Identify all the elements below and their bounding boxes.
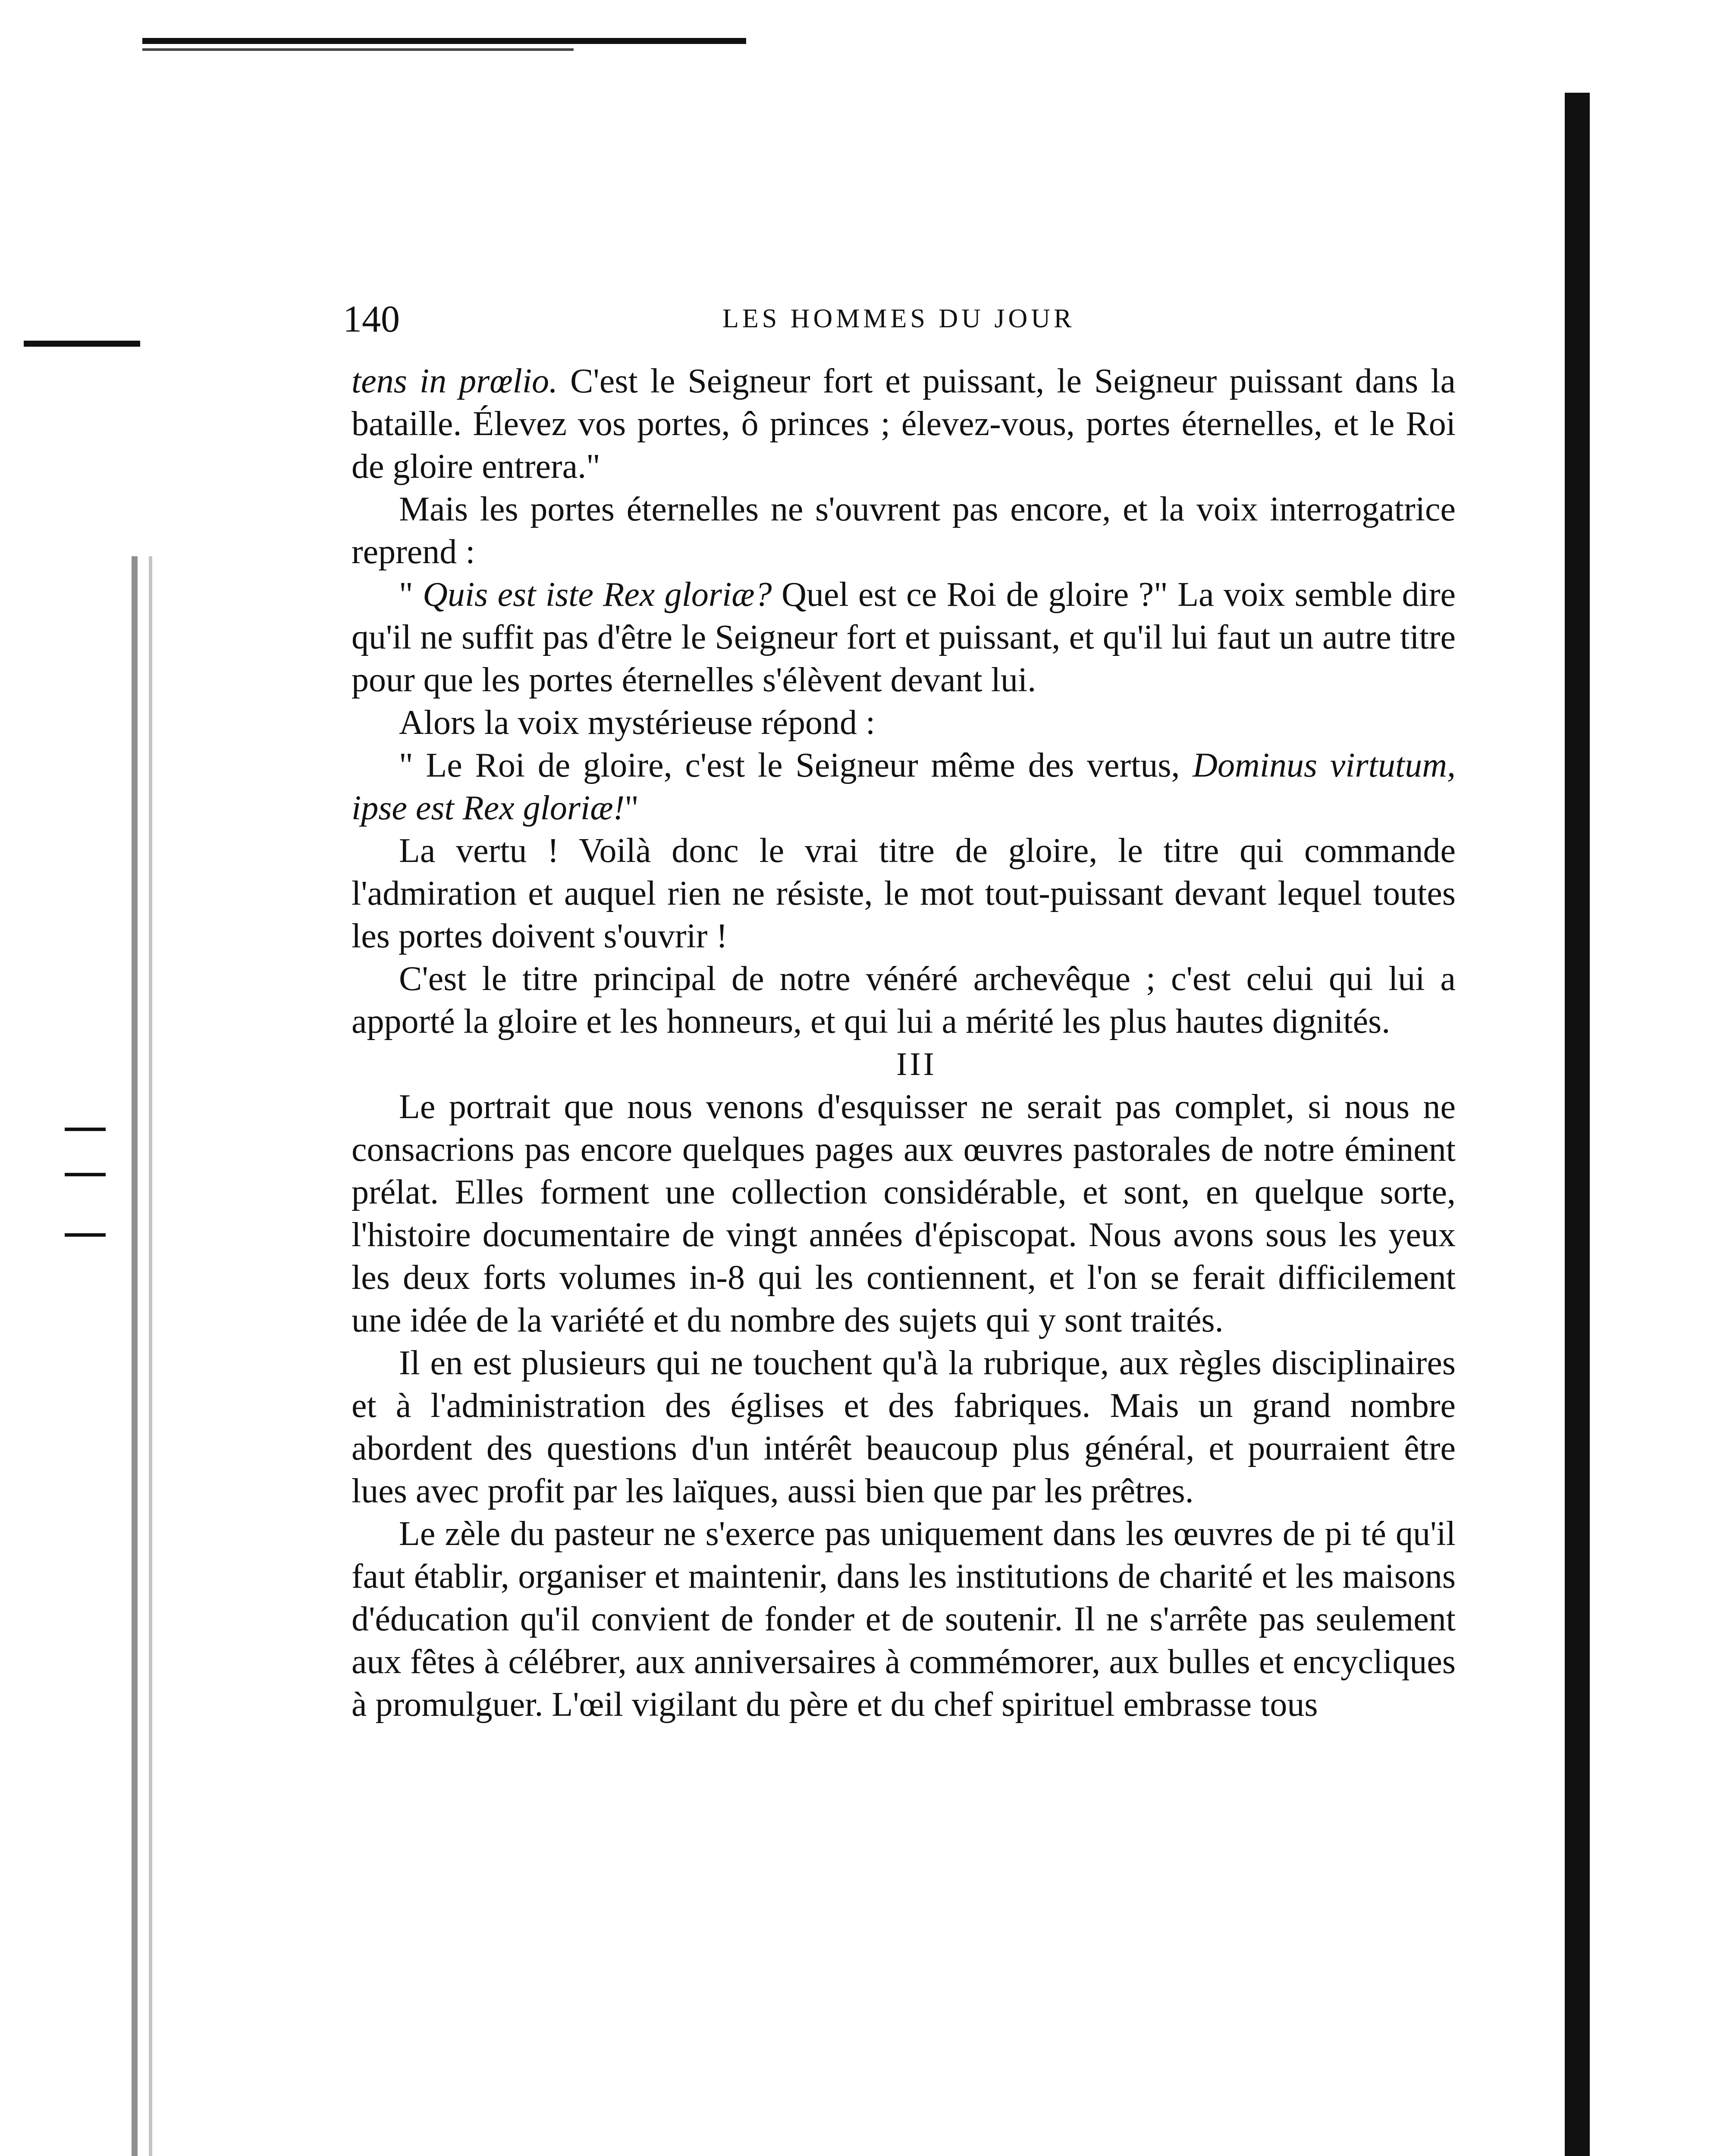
page-header	[343, 298, 1464, 349]
scan-binding-edge	[132, 556, 138, 2156]
scan-tick-mark	[65, 1233, 106, 1237]
scan-binding-edge-inner	[149, 556, 152, 2156]
page-body	[352, 360, 1456, 1726]
scan-tick-mark	[65, 1173, 106, 1176]
paragraph: Le portrait que nous venons d'esquisser ne serait pas complet, si nous ne consacrions pas encore quelques pages aux œuvres pastorales de notre éminent prélat. Elles forment une collection considérable, et sont, en quelque sorte, l'histoire documentaire de vingt années d'épiscopat. Nous avons sous les yeux les deux forts volumes in-8 qui les contiennent, et l'on se ferait difficilement une idée de la variété et du nombre des sujets qui y sont traités.	[352, 1088, 1456, 1339]
scan-top-rule	[142, 38, 746, 44]
paragraph: La vertu ! Voilà donc le vrai titre de gloire, le titre qui commande l'admiration et auquel rien ne résiste, le mot tout-puissant devant lequel toutes les portes doivent s'ouvrir !	[352, 832, 1456, 955]
paragraph	[352, 573, 1456, 702]
scan-top-rule-thin	[142, 48, 574, 51]
paragraph: Il en est plusieurs qui ne touchent qu'à la rubrique, aux règles disciplinaires et à l'administration des églises et des fabriques. Mais un grand nombre abordent des questions d'un intérêt beaucoup plus général, et pourraient être lues avec profit par les laïques, aussi bien que par les prêtres.	[352, 1344, 1456, 1510]
latin-phrase: tens in prœlio.	[352, 362, 558, 400]
latin-phrase: Quis est iste Rex gloriæ?	[423, 576, 772, 614]
paragraph: Mais les portes éternelles ne s'ouvrent pas encore, et la voix interrogatrice reprend :	[352, 490, 1456, 571]
quote-open: "	[399, 576, 423, 614]
running-title: LES HOMMES DU JOUR	[722, 304, 1075, 333]
scan-left-mark	[24, 341, 140, 347]
paragraph-text: Quel est ce Roi de gloire ?" La voix semble dire qu'il ne suffit pas d'être le Seigneur fort et puissant, et qu'il lui faut un autre titre pour que les portes éternelles s'élèvent devant lui.	[352, 576, 1456, 699]
paragraph: Alors la voix mystérieuse répond :	[399, 704, 876, 742]
section-number: III	[896, 1046, 937, 1082]
scan-tick-mark	[65, 1128, 106, 1131]
paragraph: Le zèle du pasteur ne s'exerce pas uniquement dans les œuvres de pi té qu'il faut établir, organiser et maintenir, dans les institutions de charité et les maisons d'éducation qu'il convient de fonder et de soutenir. Il ne s'arrête pas seulement aux fêtes à célébrer, aux anniversaires à commémorer, aux bulles et encycliques à promulguer. L'œil vigilant du père et du chef spirituel embrasse tous	[352, 1515, 1456, 1724]
scan-right-edge-bar	[1565, 93, 1590, 2156]
page-number: 140	[343, 298, 400, 340]
paragraph	[352, 360, 1456, 488]
quote-close: "	[625, 789, 639, 827]
latin-phrase: Dominus virtutum, ipse est Rex gloriæ!	[352, 746, 1456, 827]
paragraph	[352, 744, 1456, 830]
paragraph-text: " Le Roi de gloire, c'est le Seigneur même des vertus,	[399, 746, 1193, 784]
paragraph: C'est le titre principal de notre vénéré archevêque ; c'est celui qui lui a apporté la gloire et les honneurs, et qui lui a mérité les plus hautes dignités.	[352, 960, 1456, 1040]
paragraph-text: C'est le Seigneur fort et puissant, le Seigneur puissant dans la bataille. Élevez vos portes, ô princes ; élevez-vous, portes éternelles, et le Roi de gloire entrera."	[352, 362, 1456, 486]
